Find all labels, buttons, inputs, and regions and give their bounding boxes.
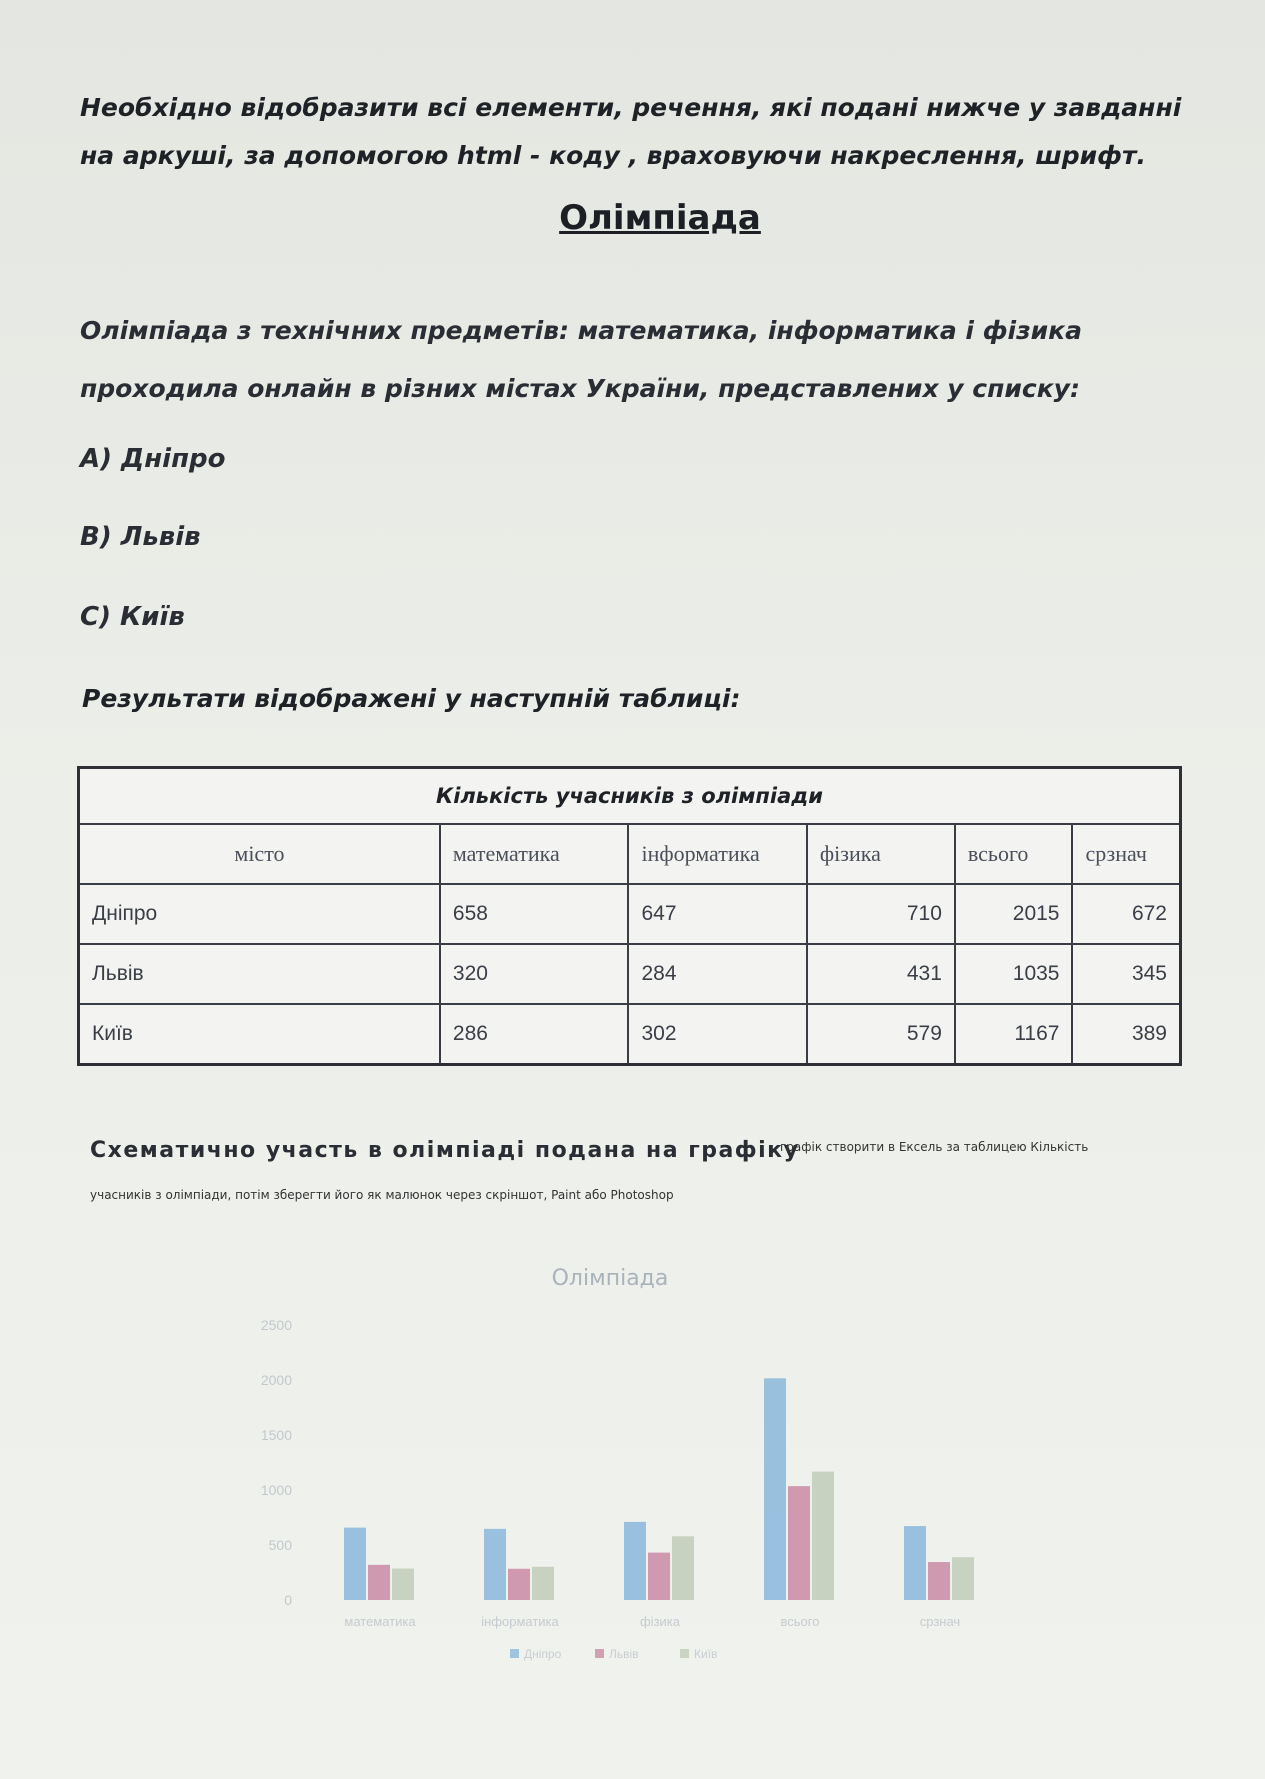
city-list-item: С) Київ	[80, 602, 185, 632]
table-cell: 658	[440, 884, 629, 944]
column-header: місто	[79, 824, 440, 884]
column-header: математика	[440, 824, 629, 884]
table-row	[79, 884, 1181, 944]
description-paragraph: Олімпіада з технічних предметів: математика, інформатика і фізика проходила онлайн в різних містах України, представлених у списку:	[80, 316, 1082, 403]
y-tick-label: 500	[268, 1537, 292, 1553]
chart-bar	[508, 1569, 530, 1600]
table-cell: Київ	[79, 1004, 440, 1065]
table-cell: 1035	[955, 944, 1073, 1004]
chart-bar	[788, 1486, 810, 1600]
results-table	[77, 766, 1182, 1066]
column-header: інформатика	[628, 824, 806, 884]
chart-bar	[532, 1567, 554, 1600]
x-tick-label: інформатика	[481, 1614, 559, 1629]
results-label: Результати відображені у наступній таблиці:	[82, 684, 741, 713]
chart-bar	[484, 1529, 506, 1600]
x-tick-label: срзнач	[919, 1614, 961, 1629]
y-tick-label: 2000	[260, 1372, 292, 1388]
table-cell: 320	[440, 944, 629, 1004]
table-cell: 286	[440, 1004, 629, 1065]
olympiad-chart	[240, 1255, 1060, 1685]
table-header-row	[79, 824, 1181, 884]
table-cell: 1167	[955, 1004, 1073, 1065]
column-header: всього	[955, 824, 1073, 884]
chart-bar	[392, 1569, 414, 1600]
x-tick-label: фізика	[639, 1614, 681, 1629]
chart-bar	[368, 1565, 390, 1600]
table-cell: 672	[1072, 884, 1180, 944]
chart-bar	[672, 1536, 694, 1600]
table-cell: 2015	[955, 884, 1073, 944]
table-row	[79, 1004, 1181, 1065]
table-caption: Кількість учасників з олімпіади	[79, 768, 1181, 825]
chart-bar	[764, 1378, 786, 1600]
chart-bar	[624, 1522, 646, 1600]
chart-title: Олімпіада	[551, 1266, 669, 1291]
table-cell: 345	[1072, 944, 1180, 1004]
table-cell: 579	[807, 1004, 955, 1065]
column-header: фізика	[807, 824, 955, 884]
chart-note: учасників з олімпіади, потім зберегти його як малюнок через скріншот, Paint або Photoshop	[90, 1188, 674, 1202]
page-title: Олімпіада	[559, 198, 761, 238]
city-list-item: В) Львів	[80, 522, 201, 552]
chart-bar	[648, 1553, 670, 1600]
city-list-item: А) Дніпро	[80, 444, 226, 474]
legend-swatch	[595, 1649, 604, 1658]
table-cell: Львів	[79, 944, 440, 1004]
chart-bar	[928, 1562, 950, 1600]
intro-text: Необхідно відобразити всі елементи, речення, які подані нижче у завданні на аркуші, за допомогою html - коду , враховуючи накреслення, шрифт.	[80, 93, 1182, 170]
table-cell: 647	[628, 884, 806, 944]
x-tick-label: математика	[344, 1614, 416, 1629]
chart-heading: Схематично участь в олімпіаді подана на графіку	[90, 1138, 800, 1163]
column-header: срзнач	[1072, 824, 1180, 884]
chart-bar	[344, 1528, 366, 1600]
y-tick-label: 1000	[260, 1482, 292, 1498]
table-caption-row	[79, 768, 1181, 825]
y-tick-label: 2500	[260, 1317, 292, 1333]
table-cell: 284	[628, 944, 806, 1004]
chart-note: графік створити в Ексель за таблицею Кількість	[780, 1140, 1089, 1154]
legend-label: Київ	[694, 1647, 718, 1661]
chart-bar	[812, 1472, 834, 1600]
chart-svg	[240, 1255, 1060, 1685]
legend-label: Львів	[609, 1647, 639, 1661]
table-cell: 431	[807, 944, 955, 1004]
x-tick-label: всього	[780, 1614, 820, 1629]
table-cell: 710	[807, 884, 955, 944]
legend-swatch	[510, 1649, 519, 1658]
table-cell: 302	[628, 1004, 806, 1065]
legend-swatch	[680, 1649, 689, 1658]
table-row	[79, 944, 1181, 1004]
table-cell: Дніпро	[79, 884, 440, 944]
table-cell: 389	[1072, 1004, 1180, 1065]
chart-bar	[952, 1557, 974, 1600]
y-tick-label: 1500	[260, 1427, 292, 1443]
y-tick-label: 0	[284, 1592, 292, 1608]
chart-bar	[904, 1526, 926, 1600]
legend-label: Дніпро	[524, 1647, 562, 1661]
